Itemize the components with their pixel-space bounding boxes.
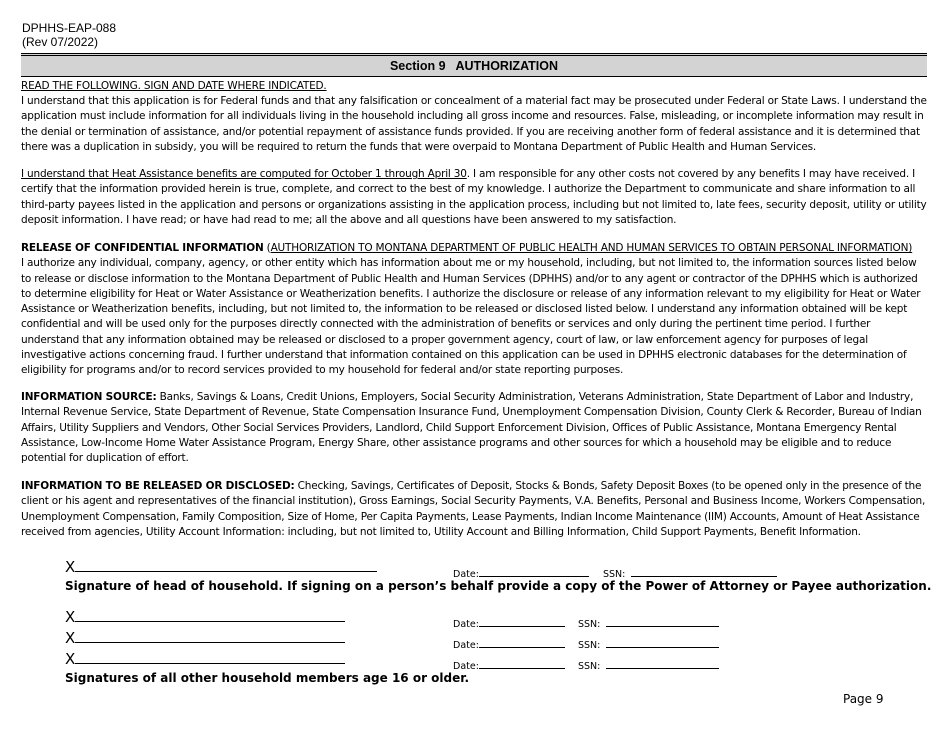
member-ssn: SSN: [578,635,719,651]
info-source-body: Banks, Savings & Loans, Credit Unions, Employers, Social Security Administration, Veterans Administration, State Department of Labor and Industry, Internal Revenue Service, State Department of Revenue, State Compensation Insurance Fund, Unemployment Compensation Division, County Clerk & Recorder, Bureau of Indian Affairs, Utility Suppliers and Vendors, Other Social Services Providers, Landlord, Child Support Enforcement Division, Offices of Public Assistance, Montana Emergency Rental Assistance, Low-Income Home Water Assistance Program, Energy Share, other assistance programs and other sources for which a household may be eligible and to reduce potential for duplication of effort. [21,391,922,465]
paragraph-info-released [21,479,929,540]
member-date-field[interactable] [479,635,565,648]
head-signature-field[interactable] [75,559,377,572]
paragraph-certification [21,167,929,228]
ssn-label: SSN: [603,569,626,580]
member-signature-field[interactable] [75,609,345,622]
signature-x-mark: X [65,558,76,576]
member-ssn-field[interactable] [606,614,719,627]
member-date: Date: [453,635,565,651]
heat-benefits-period: I understand that Heat Assistance benefits are computed for October 1 through April 30 [21,168,467,180]
release-authorization: AUTHORIZATION TO MONTANA DEPARTMENT OF PUBLIC HEALTH AND HUMAN SERVICES TO OBTAIN PERSONAL INFORMATION) [270,242,913,254]
member-ssn-field[interactable] [606,656,719,669]
instructions-heading: READ THE FOLLOWING. SIGN AND DATE WHERE INDICATED. [21,80,327,92]
section-title: Section 9 AUTHORIZATION [389,59,559,73]
member-signature-field[interactable] [75,651,345,664]
head-signature-row [65,558,377,576]
info-released-label: INFORMATION TO BE RELEASED OR DISCLOSED: [21,480,295,492]
member-signature-row: X [65,608,345,626]
head-date [453,564,589,580]
info-released-body: Checking, Savings, Certificates of Deposit, Stocks & Bonds, Safety Deposit Boxes (to be opened only in the presence of the client or his agent and representatives of the financial institution), Gross Earnings, Social Security Payments, V.A. Benefits, Personal and Business Income, Workers Compensation, Unemployment Compensation, Family Composition, Size of Home, Per Capita Payments, Lease Payments, Indian Income Maintenance (IIM) Accounts, Amount of Heat Assistance received from agencies, Utility Account Information: including, but not limited to, Utility Account and Billing Information, Child Support Payments, Benefit Information. [21,480,926,538]
release-body: I authorize any individual, company, agency, or other entity which has information about me or my household, including, but not limited to, the information sources listed below to release or disclose information to the Montana Department of Public Health and Human Services (DPHHS) and/or to any agent or contractor of the DPHHS which is authorized to determine eligibility for Heat or Water Assistance or Weatherization benefits. I authorize the disclosure or release of any information relevant to my eligibility for Heat or Water Assistance or Weatherization benefits, including, but not limited to, the information to be released or disclosed listed below. I understand any information obtained will be kept confidential and will be used only for the purposes directly connected with the administration of benefits or services and only during the pertinent time period. I further understand that any information obtained may be released or disclosed to a proper government agency, court of law, or law enforcement agency for purposes of legal investigative actions concerning fraud. I further understand that information contained on this application can be used in DPHHS electronic databases for the determination of eligibility for programs and/or to record services provided to my household for federal and/or state reporting purposes. [21,257,921,377]
member-date-field[interactable] [479,614,565,627]
paragraph-info-source [21,390,929,466]
paragraph-understanding: I understand that this application is for Federal funds and that any falsification or concealment of a material fact may be prosecuted under Federal or State Laws. I understand the application must include information for all individuals living in the household including all gross income and resources. False, misleading, or incomplete information may result in the denial or termination of assistance, and/or potential repayment of assistance funds provided. If you are receiving another form of federal assistance and it is determined that there was a duplication in subsidy, you will be required to return the funds that were overpaid to Montana Department of Public Health and Human Services. [21,95,927,153]
member-date: Date: [453,614,565,630]
form-revision: (Rev 07/2022) [22,35,99,49]
member-date-field[interactable] [479,656,565,669]
head-ssn [603,564,777,580]
member-ssn: SSN: [578,656,719,672]
info-source-label: INFORMATION SOURCE: [21,391,157,403]
certification-text: . I am responsible for any other costs not covered by any benefits I may have received. I certify that the information provided herein is true, complete, and correct to the best of my knowledge. I authorize the Department to communicate and share information to all third-party payees listed in the application and persons or organizations assisting in the application process, including but not limited to, late fees, security deposit, utility or utility deposit information. I have read; or have had read to me; all the above and all questions have been answered to my satisfaction. [21,168,927,226]
member-ssn-field[interactable] [606,635,719,648]
member-signature-field[interactable] [75,630,345,643]
head-signature-note: Signature of head of household. If signing on a person’s behalf provide a copy of the Power of Attorney or Payee authorization. [65,579,932,593]
date-label: Date: [453,569,479,580]
member-signature-row: X [65,629,345,647]
head-ssn-field[interactable] [631,564,777,577]
member-ssn: SSN: [578,614,719,630]
section-header [21,53,927,77]
paragraph-release: RELEASE OF CONFIDENTIAL INFORMATION (AUTHORIZATION TO MONTANA DEPARTMENT OF PUBLIC HEALTH AND HUMAN SERVICES TO OBTAIN PERSONAL INFORMATION) I authorize any individual, company, agency, or other entity which has information about me or my household, including, but not limited to, the information sources listed below to release or disclose information to the Montana Department of Public Health and Human Services (DPHHS) and/or to any agent or contractor of the DPHHS which is authorized to determine eligibility for Heat or Water Assistance or Weatherization benefits. I authorize the disclosure or release of any information relevant to my eligibility for Heat or Water Assistance or Weatherization benefits, including, but not limited to, the information to be released or disclosed listed below. I understand any information obtained will be kept confidential and will be used only for the purposes directly connected with the administration of benefits or services and only during the pertinent time period. I further understand that any information obtained may be released or disclosed to a proper government agency, court of law, or law enforcement agency for purposes of legal investigative actions concerning fraud. I further understand that information contained on this application can be used in DPHHS electronic databases for the determination of eligibility for programs and/or to record services provided to my household for federal and/or state reporting purposes. [21,242,921,377]
member-signature-row: X [65,650,345,668]
members-signature-note: Signatures of all other household members age 16 or older. [65,671,470,685]
form-id: DPHHS-EAP-088 [22,21,117,35]
member-date: Date: [453,656,565,672]
head-date-field[interactable] [479,564,589,577]
release-label: RELEASE OF CONFIDENTIAL INFORMATION [21,242,264,254]
page-number: Page 9 [843,692,884,706]
